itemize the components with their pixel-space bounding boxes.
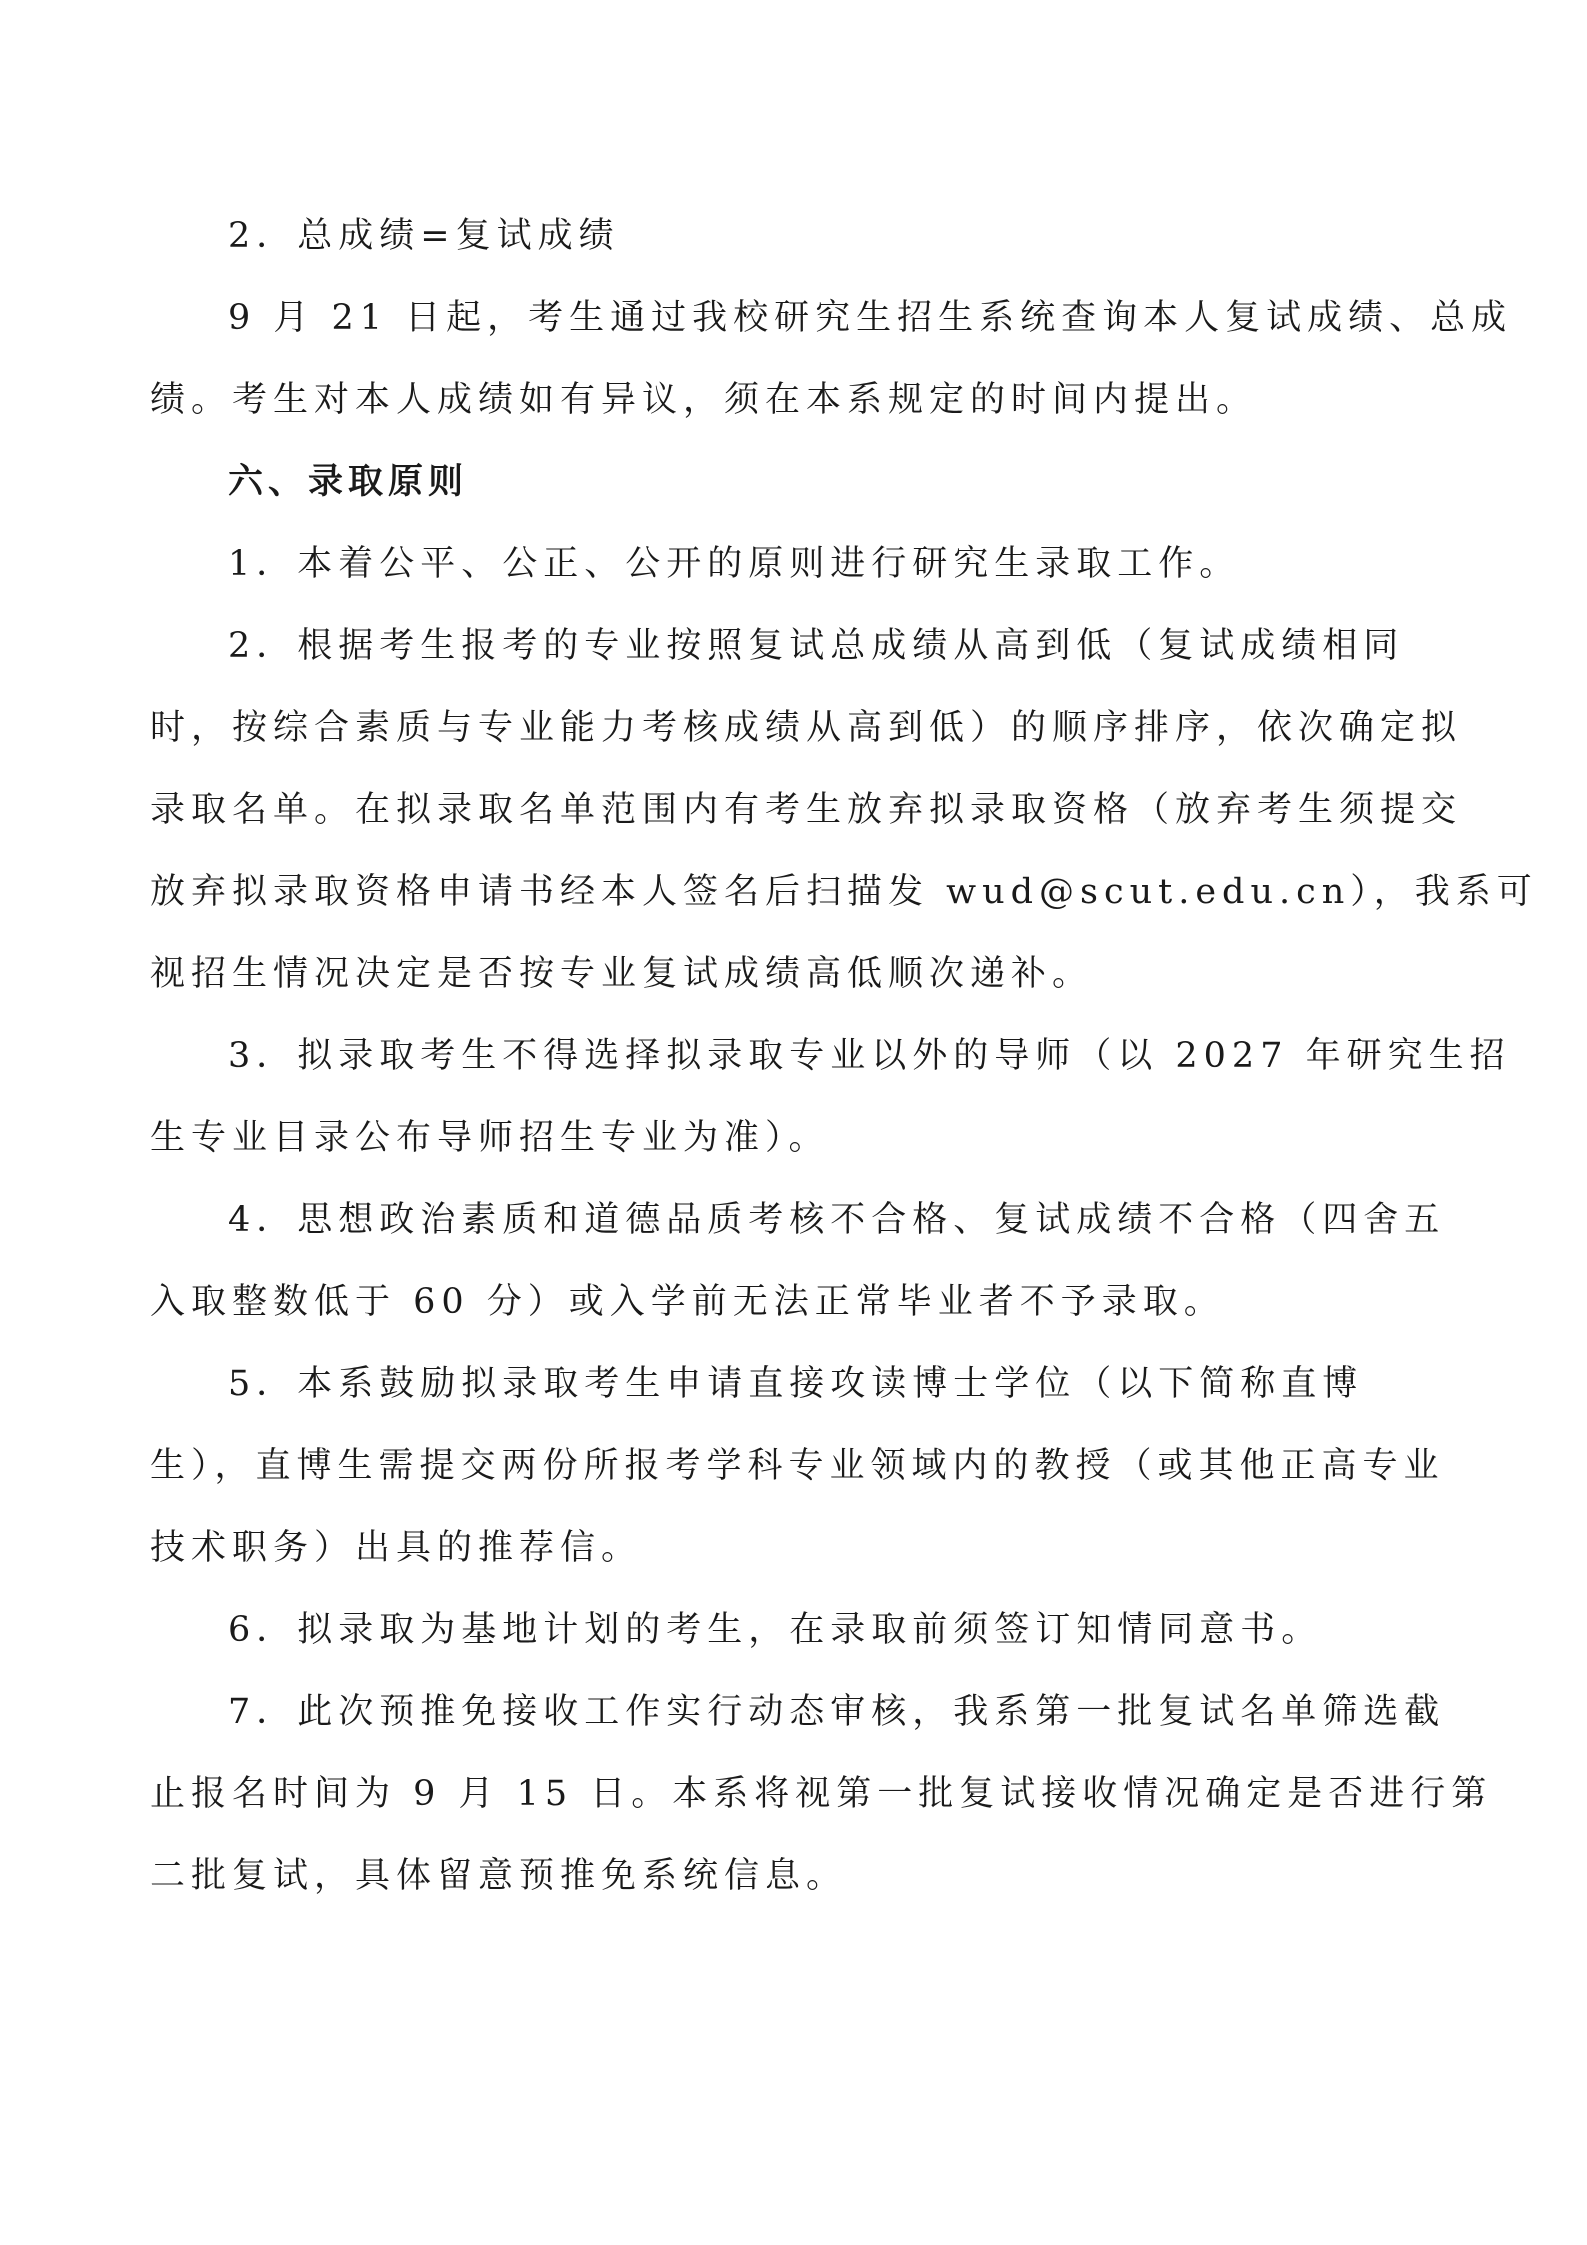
principle-4-line-2: 入取整数低于 60 分）或入学前无法正常毕业者不予录取。 bbox=[150, 1282, 1225, 1322]
item-2-total-score: 2．总成绩=复试成绩 bbox=[228, 216, 620, 256]
principle-6: 6．拟录取为基地计划的考生，在录取前须签订知情同意书。 bbox=[228, 1610, 1323, 1650]
principle-7-line-2: 止报名时间为 9 月 15 日。本系将视第一批复试接收情况确定是否进行第 bbox=[150, 1774, 1493, 1814]
principle-2-line-5: 视招生情况决定是否按专业复试成绩高低顺次递补。 bbox=[150, 954, 1094, 994]
principle-7-line-1: 7．此次预推免接收工作实行动态审核，我系第一批复试名单筛选截 bbox=[228, 1692, 1446, 1732]
principle-5-line-2: 生），直博生需提交两份所报考学科专业领域内的教授（或其他正高专业 bbox=[150, 1446, 1445, 1486]
principle-2-line-4: 放弃拟录取资格申请书经本人签名后扫描发 wud@scut.edu.cn），我系可 bbox=[150, 872, 1538, 912]
principle-2-line-1: 2．根据考生报考的专业按照复试总成绩从高到低（复试成绩相同 bbox=[228, 626, 1405, 666]
principle-7-line-3: 二批复试，具体留意预推免系统信息。 bbox=[150, 1856, 848, 1896]
principle-5-line-1: 5．本系鼓励拟录取考生申请直接攻读博士学位（以下简称直博 bbox=[228, 1364, 1364, 1404]
principle-2-line-3: 录取名单。在拟录取名单范围内有考生放弃拟录取资格（放弃考生须提交 bbox=[150, 790, 1463, 830]
principle-3-line-1: 3．拟录取考生不得选择拟录取专业以外的导师（以 2027 年研究生招 bbox=[228, 1036, 1511, 1076]
principle-5-line-3: 技术职务）出具的推荐信。 bbox=[150, 1528, 643, 1568]
score-query-line-1: 9 月 21 日起，考生通过我校研究生招生系统查询本人复试成绩、总成 bbox=[228, 298, 1513, 338]
principle-4-line-1: 4．思想政治素质和道德品质考核不合格、复试成绩不合格（四舍五 bbox=[228, 1200, 1446, 1240]
score-query-line-2: 绩。考生对本人成绩如有异议，须在本系规定的时间内提出。 bbox=[150, 380, 1258, 420]
section-heading-admission-principles: 六、录取原则 bbox=[228, 462, 469, 502]
principle-2-line-2: 时，按综合素质与专业能力考核成绩从高到低）的顺序排序，依次确定拟 bbox=[150, 708, 1463, 748]
principle-3-line-2: 生专业目录公布导师招生专业为准）。 bbox=[150, 1118, 830, 1158]
principle-1: 1．本着公平、公正、公开的原则进行研究生录取工作。 bbox=[228, 544, 1241, 584]
